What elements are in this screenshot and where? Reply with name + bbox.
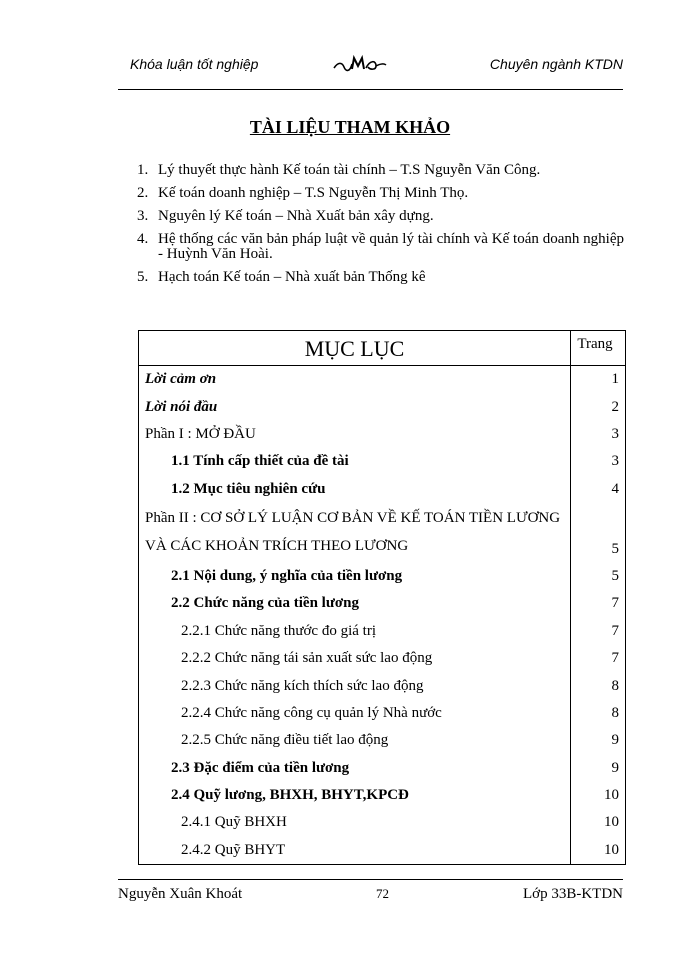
toc-row: Phần II : CƠ SỞ LÝ LUẬN CƠ BẢN VỀ KẾ TOÁN TIỀN LƯƠNG VÀ CÁC KHOẢN TRÍCH THEO LƯƠNG 5 xyxy=(139,503,626,563)
toc-row: 2.3 Đặc điểm của tiền lương 9 xyxy=(139,754,626,781)
toc-row: 2.4 Quỹ lương, BHXH, BHYT,KPCĐ 10 xyxy=(139,782,626,809)
reference-item: 2. Kế toán doanh nghiệp – T.S Nguyễn Thị Minh Thọ. xyxy=(137,185,469,201)
reference-item: 3. Nguyên lý Kế toán – Nhà Xuất bản xây dựng. xyxy=(137,208,434,224)
footer-class: Lớp 33B-KTDN xyxy=(522,886,623,902)
table-of-contents xyxy=(138,330,626,865)
footer-author: Nguyễn Xuân Khoát xyxy=(118,886,243,902)
toc-row: 2.2.4 Chức năng công cụ quản lý Nhà nước 8 xyxy=(139,700,626,727)
toc-page-header: Trang xyxy=(577,335,613,352)
toc-row: 2.2.3 Chức năng kích thích sức lao động 8 xyxy=(139,672,626,699)
toc-row: 2.4.1 Quỹ BHXH 10 xyxy=(139,809,626,836)
toc-header-row xyxy=(139,331,626,366)
references-title: TÀI LIỆU THAM KHẢO xyxy=(249,117,451,137)
toc-row: Lời nói đầu 2 xyxy=(139,393,626,420)
toc-row: Phần I : MỞ ĐẦU 3 xyxy=(139,421,626,448)
toc-row: 2.2.5 Chức năng điều tiết lao động 9 xyxy=(139,727,626,754)
toc-row: 2.1 Nội dung, ý nghĩa của tiền lương 5 xyxy=(139,563,626,590)
reference-item: 4. Hệ thống các văn bản pháp luật về quản lý tài chính và Kế toán doanh nghiệp - Huỳnh Văn Hoài. xyxy=(137,231,624,262)
toc-row: 1.1 Tính cấp thiết của đề tài 3 xyxy=(139,448,626,475)
toc-row: 1.2 Mục tiêu nghiên cứu 4 xyxy=(139,476,626,503)
header-left-text: Khóa luận tốt nghiệp xyxy=(130,56,259,72)
toc-row: 2.2 Chức năng của tiền lương 7 xyxy=(139,590,626,617)
toc-row: Lời cảm ơn 1 xyxy=(139,366,626,394)
footer-divider xyxy=(118,879,623,880)
toc-row: 2.2.1 Chức năng thước đo giá trị 7 xyxy=(139,618,626,645)
reference-item: 5. Hạch toán Kế toán – Nhà xuất bản Thống kê xyxy=(137,269,426,285)
toc-row: 2.2.2 Chức năng tái sản xuất sức lao động 7 xyxy=(139,645,626,672)
references-list xyxy=(137,163,624,293)
toc-row: 2.4.2 Quỹ BHYT 10 xyxy=(139,837,626,865)
header-divider xyxy=(118,89,623,90)
footer-page-number: 72 xyxy=(376,886,389,901)
toc-title: MỤC LỤC xyxy=(304,336,405,361)
reference-item: 1. Lý thuyết thực hành Kế toán tài chính – T.S Nguyễn Văn Công. xyxy=(137,162,541,178)
header-right-text: Chuyên ngành KTDN xyxy=(489,56,623,72)
ornament-logo xyxy=(330,52,390,79)
page-header xyxy=(118,56,623,76)
